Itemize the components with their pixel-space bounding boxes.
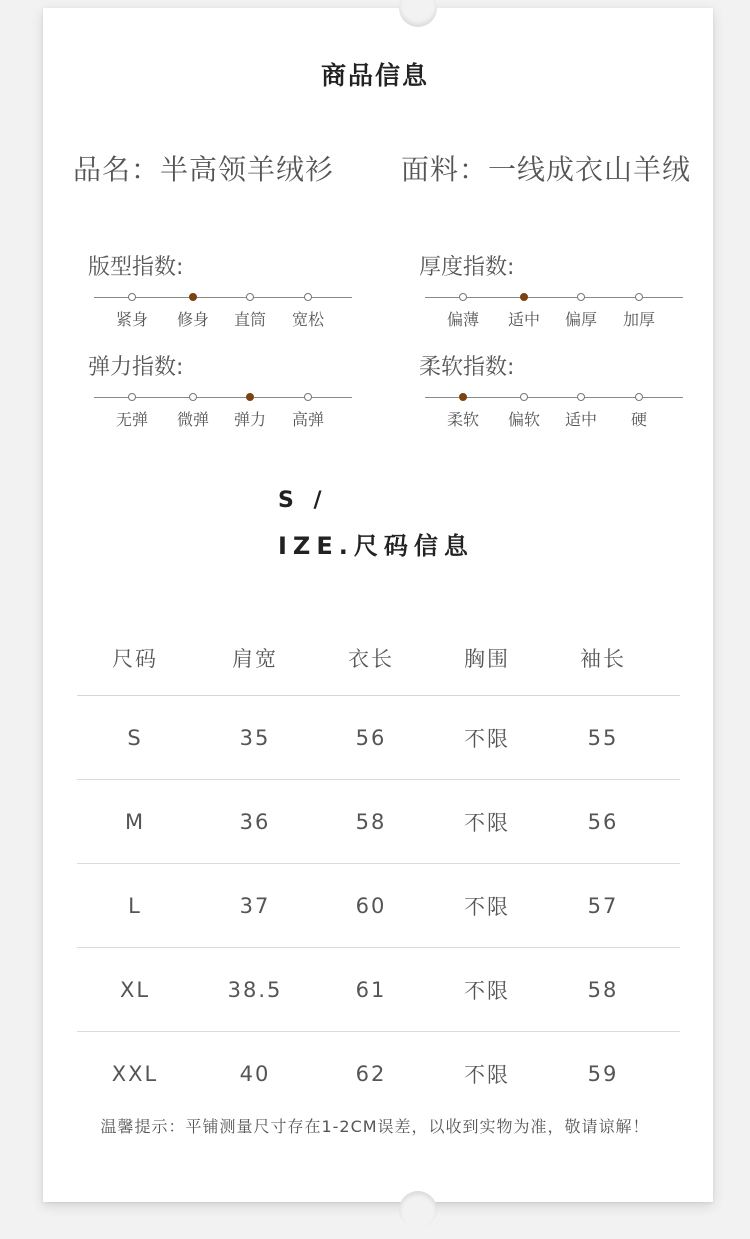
- cell-shoulder: 37: [239, 893, 271, 918]
- cell-shoulder: 40: [239, 1061, 271, 1086]
- cell-chest: 不限: [464, 726, 510, 751]
- product-name: 品名：半高领羊绒衫: [73, 153, 335, 186]
- cell-size: XXL: [111, 1061, 159, 1086]
- cell-length: 56: [355, 725, 387, 750]
- col-header-size: 尺码: [112, 646, 158, 671]
- cell-chest: 不限: [464, 1062, 510, 1087]
- stretch-index-dot: [304, 393, 312, 401]
- table-row: [77, 1032, 680, 1115]
- stretch-index-label: 弹力指数:: [88, 355, 184, 380]
- fit-index-dot: [128, 293, 136, 301]
- cell-shoulder: 38.5: [227, 977, 283, 1002]
- size-heading-line2: IZE.尺码信息: [278, 532, 474, 560]
- card-bottom-notch: [399, 1191, 437, 1229]
- fit-index-dot-selected: [189, 293, 197, 301]
- product-fabric: 面料：一线成衣山羊绒: [401, 153, 692, 186]
- fit-index-option: 紧身: [115, 310, 148, 329]
- fit-index-option: 直筒: [233, 310, 266, 329]
- thickness-index-dot-selected: [520, 293, 528, 301]
- softness-index-option: 硬: [630, 410, 647, 429]
- softness-index-option: 偏软: [507, 410, 540, 429]
- cell-chest: 不限: [464, 978, 510, 1003]
- col-header-length: 衣长: [348, 646, 394, 671]
- card-top-notch: [399, 0, 437, 27]
- measurement-note: 温馨提示：平铺测量尺寸存在1-2CM误差，以收到实物为准，敬请谅解！: [100, 1117, 650, 1136]
- cell-sleeve: 56: [587, 809, 619, 834]
- table-row: [77, 948, 680, 1032]
- cell-sleeve: 58: [587, 977, 619, 1002]
- cell-length: 58: [355, 809, 387, 834]
- softness-index-dot: [520, 393, 528, 401]
- stretch-index-dot: [189, 393, 197, 401]
- softness-index-dot-selected: [459, 393, 467, 401]
- fit-index-label: 版型指数:: [88, 255, 184, 280]
- thickness-index-option: 加厚: [622, 310, 655, 329]
- cell-length: 61: [355, 977, 387, 1002]
- softness-index-option: 柔软: [446, 410, 479, 429]
- cell-shoulder: 35: [239, 725, 271, 750]
- cell-shoulder: 36: [239, 809, 271, 834]
- cell-size: XL: [119, 977, 151, 1002]
- fit-index-dot: [246, 293, 254, 301]
- cell-sleeve: 55: [587, 725, 619, 750]
- stretch-index-dot: [128, 393, 136, 401]
- col-header-sleeve: 袖长: [580, 646, 626, 671]
- cell-chest: 不限: [464, 810, 510, 835]
- fit-index-option: 修身: [176, 310, 209, 329]
- cell-size: M: [124, 809, 146, 834]
- table-row: [77, 864, 680, 948]
- thickness-index-label: 厚度指数:: [419, 255, 515, 280]
- thickness-index-option: 偏厚: [564, 310, 597, 329]
- cell-sleeve: 59: [587, 1061, 619, 1086]
- table-header-row: [77, 620, 680, 696]
- thickness-index-dot: [635, 293, 643, 301]
- stretch-index-option: 高弹: [291, 410, 324, 429]
- stretch-index-option: 弹力: [233, 410, 266, 429]
- table-row: [77, 696, 680, 780]
- fit-index-option: 宽松: [291, 310, 324, 329]
- col-header-chest: 胸围: [464, 646, 510, 671]
- softness-index-dot: [577, 393, 585, 401]
- size-table: [77, 620, 680, 1115]
- softness-index-dot: [635, 393, 643, 401]
- size-heading-line1: S /: [278, 488, 328, 513]
- thickness-index-option: 适中: [507, 310, 540, 329]
- stretch-index-option: 微弹: [176, 410, 209, 429]
- softness-index-label: 柔软指数:: [419, 355, 515, 380]
- thickness-index-option: 偏薄: [446, 310, 479, 329]
- page-title: 商品信息: [320, 61, 429, 90]
- col-header-shoulder: 肩宽: [232, 646, 278, 671]
- thickness-index-dot: [459, 293, 467, 301]
- table-row: [77, 780, 680, 864]
- fit-index-dot: [304, 293, 312, 301]
- softness-index-option: 适中: [564, 410, 597, 429]
- cell-size: L: [128, 893, 142, 918]
- stretch-index-dot-selected: [246, 393, 254, 401]
- cell-chest: 不限: [464, 894, 510, 919]
- thickness-index-dot: [577, 293, 585, 301]
- cell-length: 60: [355, 893, 387, 918]
- stretch-index-option: 无弹: [115, 410, 148, 429]
- cell-length: 62: [355, 1061, 387, 1086]
- cell-size: S: [127, 725, 143, 750]
- cell-sleeve: 57: [587, 893, 619, 918]
